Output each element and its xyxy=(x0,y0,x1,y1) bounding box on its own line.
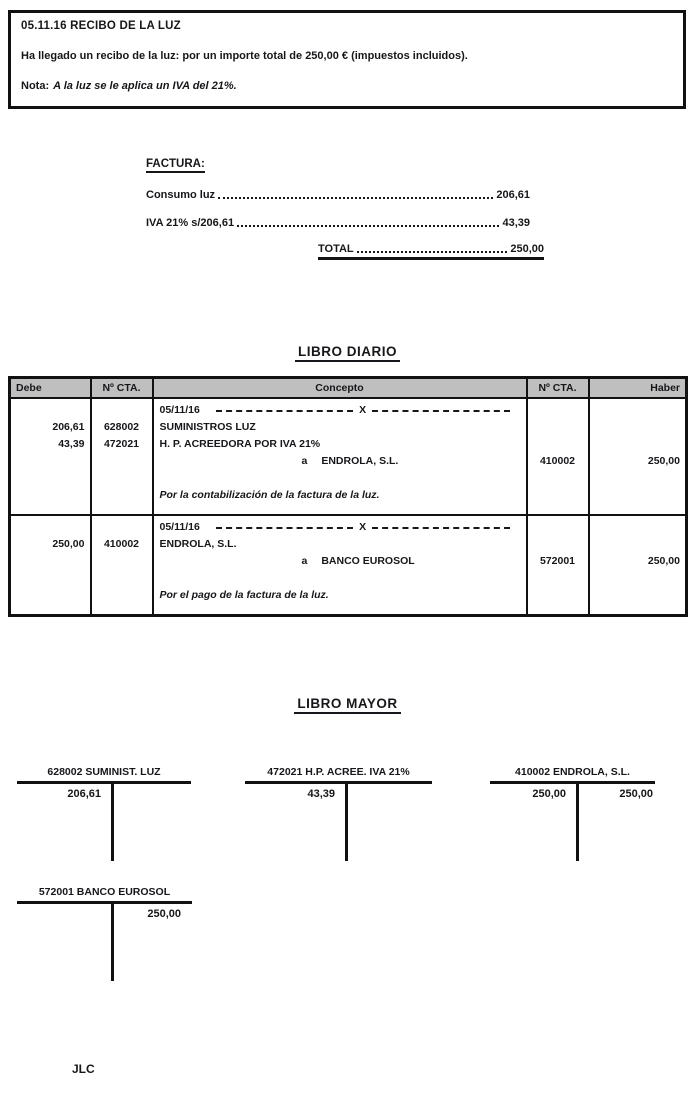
t-account-header: 572001 BANCO EUROSOL xyxy=(17,885,192,904)
account-number: 410002 xyxy=(539,455,576,467)
journal-header-row xyxy=(10,378,687,399)
a-prefix: a xyxy=(301,555,308,567)
statement-note-text: A la luz se le aplica un IVA del 21%. xyxy=(53,80,237,92)
t-account-debit: 206,61 xyxy=(67,788,101,800)
t-account-hp-acreedora xyxy=(245,765,432,864)
t-account-endrola xyxy=(490,765,655,864)
cta-right-cell xyxy=(527,398,589,515)
cta-right-cell xyxy=(527,515,589,616)
account-name: SUMINISTROS LUZ xyxy=(159,421,256,433)
entry-date: 05/11/16 xyxy=(159,404,200,416)
debe-amount: 43,39 xyxy=(58,438,85,450)
factura-line-value: 43,39 xyxy=(502,217,530,229)
factura-line xyxy=(146,214,530,229)
t-account-stem xyxy=(576,784,579,861)
dash-rule xyxy=(372,410,509,412)
t-account-stem xyxy=(111,784,114,861)
account-number: 628002 xyxy=(103,421,140,433)
libro-mayor-title: LIBRO MAYOR xyxy=(0,696,695,711)
t-account-stem xyxy=(345,784,348,861)
entry-date: 05/11/16 xyxy=(159,521,200,533)
debe-cell xyxy=(10,515,91,616)
haber-amount: 250,00 xyxy=(647,455,680,467)
statement-box xyxy=(8,10,686,109)
statement-title: 05.11.16 RECIBO DE LA LUZ xyxy=(21,20,181,32)
debe-cell xyxy=(10,398,91,515)
dash-rule xyxy=(216,410,353,412)
libro-diario-title: LIBRO DIARIO xyxy=(0,344,695,359)
t-account-header: 410002 ENDROLA, S.L. xyxy=(490,765,655,784)
leader-dots xyxy=(237,225,499,227)
debe-amount: 250,00 xyxy=(52,538,85,550)
date-separator xyxy=(160,519,516,536)
haber-amount: 250,00 xyxy=(647,555,680,567)
journal-entry-row xyxy=(10,398,687,515)
factura-title: FACTURA: xyxy=(146,158,205,173)
t-account-banco-eurosol xyxy=(17,885,192,984)
factura-total-value: 250,00 xyxy=(510,243,544,255)
account-number: 572001 xyxy=(539,555,576,567)
cta-left-cell xyxy=(91,398,153,515)
t-account-debit: 250,00 xyxy=(532,788,566,800)
account-name: H. P. ACREEDORA POR IVA 21% xyxy=(159,438,321,450)
entry-note: Por la contabilización de la factura de la luz. xyxy=(159,489,380,501)
factura-line-value: 206,61 xyxy=(496,189,530,201)
journal-table xyxy=(8,376,688,617)
debe-amount: 206,61 xyxy=(52,421,85,433)
t-account-credit: 250,00 xyxy=(147,908,181,920)
factura-line-label: IVA 21% s/206,61 xyxy=(146,217,235,229)
header-cta-left: Nº CTA. xyxy=(91,378,153,399)
t-account-debit: 43,39 xyxy=(307,788,335,800)
date-separator xyxy=(160,402,516,419)
x-mark: X xyxy=(359,521,367,533)
factura-line xyxy=(146,186,530,201)
credit-line xyxy=(160,553,516,570)
header-concepto: Concepto xyxy=(153,378,527,399)
factura-total-line xyxy=(318,240,544,260)
statement-note xyxy=(21,80,237,92)
t-account-header: 628002 SUMINIST. LUZ xyxy=(17,765,191,784)
leader-dots xyxy=(218,197,493,199)
a-prefix: a xyxy=(301,455,308,467)
account-name: ENDROLA, S.L. xyxy=(159,538,237,550)
credit-line xyxy=(160,453,516,470)
t-account-credit: 250,00 xyxy=(619,788,653,800)
cta-left-cell xyxy=(91,515,153,616)
factura-line-label: Consumo luz xyxy=(146,189,216,201)
account-name: BANCO EUROSOL xyxy=(321,555,415,567)
entry-note: Por el pago de la factura de la luz. xyxy=(159,589,329,601)
haber-cell xyxy=(589,398,687,515)
statement-note-label: Nota: xyxy=(21,80,50,92)
x-mark: X xyxy=(359,404,367,416)
t-account-stem xyxy=(111,904,114,981)
t-account-header: 472021 H.P. ACREE. IVA 21% xyxy=(245,765,432,784)
account-name: ENDROLA, S.L. xyxy=(321,455,399,467)
account-number: 410002 xyxy=(103,538,140,550)
header-debe: Debe xyxy=(10,378,91,399)
factura-total-label: TOTAL xyxy=(318,243,354,255)
journal-entry-row xyxy=(10,515,687,616)
concepto-cell xyxy=(153,515,527,616)
footer-initials: JLC xyxy=(72,1062,95,1076)
header-cta-right: Nº CTA. xyxy=(527,378,589,399)
dash-rule xyxy=(216,527,353,529)
account-number: 472021 xyxy=(103,438,140,450)
leader-dots xyxy=(357,251,508,253)
concepto-cell xyxy=(153,398,527,515)
haber-cell xyxy=(589,515,687,616)
header-haber: Haber xyxy=(589,378,687,399)
t-account-suministros xyxy=(17,765,191,864)
dash-rule xyxy=(372,527,509,529)
statement-body: Ha llegado un recibo de la luz: por un importe total de 250,00 € (impuestos incluidos). xyxy=(21,50,468,62)
